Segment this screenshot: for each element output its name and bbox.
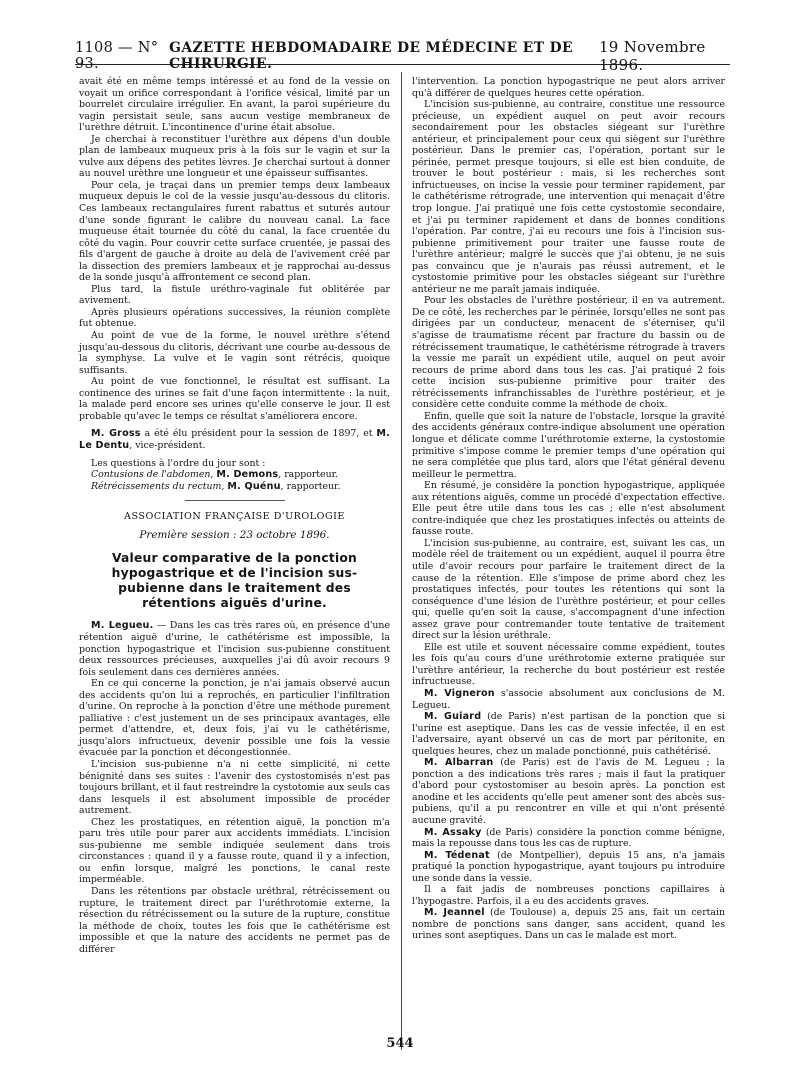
paragraph: L'incision sus-pubienne n'a ni cette simplicité, ni cette bénignité dans ses suites : l'avenir des cystostomisés n'est pas toujours brillant, et il faut restreindre la cystotomie aux seuls cas dans lesquels il est absolument impossible de procéder autrement. <box>79 758 390 817</box>
paragraph: Chez les prostatiques, en rétention aiguë, la ponction m'a paru très utile pour parer aux accidents immédiats. L'incision sus-pubienne me semble indiquée seulement dans trois circonstances : quand il y a fausse route, quand il y a infection, ou enfin lorsque, malgré les ponctions, le canal reste imperméable. <box>79 816 390 886</box>
journal-title: GAZETTE HEBDOMADAIRE DE MÉDECINE ET DE CHIRURGIE. <box>169 40 573 72</box>
paragraph: Les questions à l'ordre du jour sont : <box>91 457 266 469</box>
paragraph: Au point de vue de la forme, le nouvel urèthre s'étend jusqu'au-dessous du clitoris, décrivant une courbe au-dessous de la symphyse. La vulve et le vagin sont rétrécis, quoique suffisants. <box>79 330 390 376</box>
speaker-name: M. Guiard <box>424 711 482 723</box>
paragraph: Au point de vue fonctionnel, le résultat est suffisant. La continence des urines se fait d'une façon intermittente : la nuit, la malade perd encore ses urines qu'elle conserve le jour. Il est probable qu'avec le temps ce résultat s'améliorera encore. <box>79 376 390 422</box>
column-divider <box>401 72 402 1050</box>
paragraph: avait été en même temps intéressé et au fond de la vessie on voyait un orifice correspondant à l'orifice vésical, limité par un bourrelet circulaire irrégulier. En avant, la paroi supérieure du vagin persistait seule, sans aucun vestige membraneux de l'urèthre détruit. L'incontinence d'urine était absolue. <box>79 76 390 134</box>
paragraph: Je cherchai à reconstituer l'urèthre aux dépens d'un double plan de lambeaux muqueux pris à la fois sur le vagin et sur la vulve aux dépens des petites lèvres. Je cherchai surtout à donner au nouvel urèthre une longueur et une épaisseur suffisantes. <box>79 133 390 180</box>
paragraph: En ce qui concerne la ponction, je n'ai jamais observé aucun des accidents qu'on lui a reprochés, en particulier l'infiltration d'urine. On reproche à la ponction d'être une méthode purement palliative : c'est justement un de ses principaux avantages, elle permet d'attendre, et, deux fois, j'ai vu le cathétérisme, jusqu'alors infructueux, devenir possible une fois la vessie évacuée par la ponction et décongestionnée. <box>79 678 390 759</box>
article-title: Valeur comparative de la ponction hypogastrique et de l'incision sus-pubienne dans le traitement des rétentions aiguës d'urine. <box>111 551 358 610</box>
agenda-item: Rétrécissements du rectum, M. Quénu, rapporteur. <box>91 480 341 492</box>
speaker-name: M. Jeannel <box>424 907 485 919</box>
election-paragraph: M. Gross a été élu président pour la session de 1897, et M. Le Dentu, vice-président. <box>79 428 391 451</box>
paragraph: l'intervention. La ponction hypogastrique ne peut alors arriver qu'à différer de quelques heures cette opération. <box>412 76 725 99</box>
paragraph: M. Albarran (de Paris) est de l'avis de M. Legueu ; la ponction a des indications très rares ; mais il faut la pratiquer d'abord pour cystostomiser au besoin après. La ponction est anodine et les accidents qu'elle peut amener sont des abcès sus-pubiens, qu'il a pu rencontrer en ville et qui n'ont présenté aucune gravité. <box>412 757 725 826</box>
paragraph: Pour cela, je traçai dans un premier temps deux lambeaux muqueux depuis le col de la vessie jusqu'au-dessous du clitoris. Ces lambeaux rectangulaires furent rabattus et suturés autour d'une sonde figurant le calibre du nouveau canal. La face muqueuse était tournée du côté du canal, la face cruentée du côté du vagin. Pour couvrir cette surface cruentée, je passai des fils d'argent de gauche à droite au delà de l'avivement créé par la dissection des premiers lambeaux et je rapprochai au-dessus de la sonde jusqu'à affrontement ce second plan. <box>79 179 390 284</box>
rapporteur-name: M. Quénu <box>227 480 281 492</box>
paragraph: En résumé, je considère la ponction hypogastrique, appliquée aux rétentions aiguës, comme un procédé d'expectation effective. Elle peut être utile dans tous les cas ; elle n'est absolument contre-indiquée que chez les prostatiques infectés ou atteints de fausse route. <box>412 480 725 538</box>
section-heading: ASSOCIATION FRANÇAISE D'UROLOGIE <box>124 511 345 523</box>
paragraph: Plus tard, la fistule uréthro-vaginale fut oblitérée par avivement. <box>79 283 390 307</box>
speaker-name: M. Albarran <box>424 757 494 769</box>
speaker-name: M. Assaky <box>424 826 482 838</box>
paragraph: M. Tédenat (de Montpellier), depuis 15 ans, n'a jamais pratiqué la ponction hypogastrique, ayant toujours pu introduire une sonde dans la vessie. <box>412 849 725 884</box>
paragraph: Dans les rétentions par obstacle uréthral, rétrécissement ou rupture, le traitement direct par l'uréthrotomie externe, la résection du rétrécissement ou la suture de la rupture, constitue la méthode de choix, toutes les fois que le cathétérisme est impossible et que la nature des accidents ne permet pas de différer <box>79 886 390 955</box>
paragraph: Il a fait jadis de nombreuses ponctions capillaires à l'hypogastre. Parfois, il a eu des accidents graves. <box>412 884 725 907</box>
paragraph: Pour les obstacles de l'urèthre postérieur, il en va autrement. De ce côté, les recherches par le périnée, lorsqu'elles ne sont pas dirigées par un conducteur, menacent de s'éterniser, qu'il s'agisse de traumatisme récent par fracture du bassin ou de rétrécissement traumatique, le cathétérisme rétrograde à travers la vessie me paraît un expédient utile, auquel on peut avoir recours de prime abord dans tous les cas. J'ai pratiqué 2 fois cette incision sus-pubienne primitive pour traiter des rétrécissements infranchissables de l'urèthre postérieur, et je considère cette conduite comme la méthode de choix. <box>412 295 725 411</box>
running-header <box>75 38 730 74</box>
paragraph: Enfin, quelle que soit la nature de l'obstacle, lorsque la gravité des accidents généraux contre-indique absolument une opération longue et délicate comme l'uréthrotomie externe, la cystostomie primitive s'impose comme le premier temps d'une opération qui ne sera complétée que plus tard, alors que l'état général devenu meilleur le permettra. <box>412 410 725 480</box>
rapporteur-name: M. Demons <box>216 469 279 481</box>
left-column <box>79 76 390 955</box>
agenda-item: Contusions de l'abdomen, M. Demons, rapporteur. <box>91 469 339 481</box>
section-divider <box>185 500 285 501</box>
issue-date: 19 Novembre 1896. <box>598 38 706 74</box>
session-heading: Première session : 23 octobre 1896. <box>139 528 330 541</box>
paragraph: Elle est utile et souvent nécessaire comme expédient, toutes les fois qu'au cours d'une uréthrotomie externe pratiquée sur l'urèthre antérieur, la recherche du bout postérieur est restée infructueuse. <box>412 641 725 688</box>
paragraph: M. Assaky (de Paris) considère la ponction comme bénigne, mais la repousse dans tous les cas de rupture. <box>412 826 725 850</box>
page-number: 1108 — N° 93. <box>75 40 159 72</box>
paragraph: M. Guiard (de Paris) n'est partisan de la ponction que si l'urine est aseptique. Dans les cas de vessie infectée, il en est l'adversaire, ayant observé un cas de mort par péritonite, en quelques heures, chez un malade ponctionné, puis cathétérisé. <box>412 711 725 757</box>
paragraph: Après plusieurs opérations successives, la réunion complète fut obtenue. <box>79 306 390 330</box>
folio-number: 544 <box>386 1036 414 1051</box>
paragraph: M. Legueu. — Dans les cas très rares où, en présence d'une rétention aiguë d'urine, le cathétérisme est impossible, la ponction hypogastrique et l'incision sus-pubienne constituent deux ressources précieuses, auxquelles j'ai dû avoir recours 9 fois seulement dans ces dernières années. <box>79 620 390 678</box>
paragraph: M. Vigneron s'associe absolument aux conclusions de M. Legueu. <box>412 687 725 711</box>
speaker-name: M. Legueu. <box>91 620 154 632</box>
paragraph: L'incision sus-pubienne, au contraire, constitue une ressource précieuse, un expédient auquel on peut avoir recours secondairement pour les obstacles siégeant sur l'urèthre antérieur, et principalement pour ceux qui siègent sur l'urèthre postérieur. Dans le premier cas, l'opération, portant sur le périnée, permet presque toujours, si elle est bien conduite, de trouver le bout postérieur : mais, si les recherches sont infructueuses, on incise la vessie pour terminer rapidement, par le cathétérisme rétrograde, une intervention qui menaçait d'être trop longue. J'ai pratiqué une fois cette cystostomie secondaire, et j'ai pu terminer rapidement et dans de bonnes conditions l'opération. Par contre, j'ai eu recours une fois à l'incision sus-pubienne primitivement pour traiter une fausse route de l'urèthre antérieur; malgré le succès que j'ai obtenu, je ne suis pas convaincu que je n'aurais pas réussi autrement, et le cystostomie primitive pour les obstacles siégeant sur l'urèthre antérieur ne me paraît jamais indiquée. <box>412 99 725 295</box>
paragraph: L'incision sus-pubienne, au contraire, est, suivant les cas, un modèle réel de traitement ou un expédient, auquel il pourra être utile d'avoir recours pour parfaire le traitement direct de la cause de la rétention. Elle s'impose de prime abord chez les prostatiques infectés, pour toutes les rétentions qui sont la conséquence d'une lésion de l'urèthre postérieur, et pour celles qui, quelle qu'en soit la cause, s'accompagnent d'une infection assez grave pour contremander toute tentative de traitement direct sur la lésion uréthrale. <box>412 537 725 642</box>
right-column <box>412 76 725 942</box>
paragraph: M. Jeannel (de Toulouse) a, depuis 25 ans, fait un certain nombre de ponctions sans danger, sans accident, quand les urines sont aseptiques. Dans un cas le malade est mort. <box>412 907 725 942</box>
speaker-name: M. Vigneron <box>424 687 495 699</box>
speaker-name: M. Tédenat <box>424 849 490 861</box>
speaker-name: M. Gross <box>91 428 141 440</box>
speaker-name: M. Le Dentu <box>79 428 391 451</box>
